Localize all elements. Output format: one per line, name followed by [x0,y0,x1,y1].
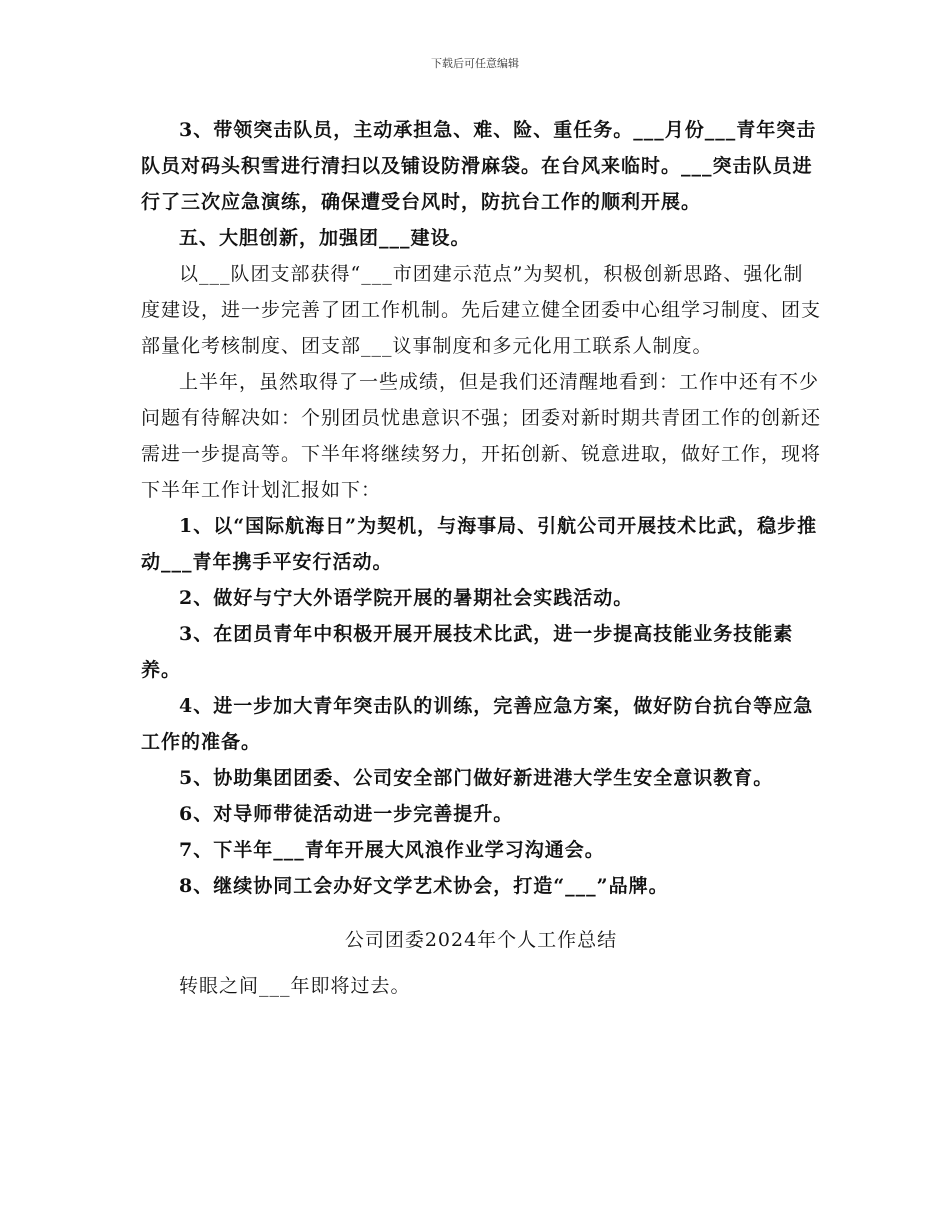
plan-item-8: 8、继续协同工会办好文学艺术协会，打造“___”品牌。 [179,875,669,897]
plan-item-4: 4、进一步加大青年突击队的训练，完善应急方案，做好防台抗台等应急工作的准备。 [141,695,814,753]
plan-item-6: 6、对导师带徒活动进一步完善提升。 [179,803,514,825]
closing-paragraph: 转眼之间___年即将过去。 [179,975,411,997]
plan-item-2: 2、做好与宁大外语学院开展的暑期社会实践活动。 [179,587,634,609]
plan-item-5: 5、协助集团团委、公司安全部门做好新进港大学生安全意识教育。 [179,767,774,789]
plan-item-1: 1、以“国际航海日”为契机，与海事局、引航公司开展技术比武，稳步推动___青年携手平安行活动。 [141,515,818,573]
page-header: 下载后可任意编辑 [431,57,519,70]
plan-item-7: 7、下半年___青年开展大风浪作业学习沟通会。 [179,839,605,861]
section-title: 公司团委2024年个人工作总结 [344,929,618,951]
paragraph-innovation: 以___队团支部获得“___市团建示范点”为契机，积极创新思路、强化制度建设，进一步完善了团工作机制。先后建立健全团委中心组学习制度、团支部量化考核制度、团支部___议事制度和多元化用工联系人制度。 [141,263,822,357]
paragraph-task-3: 3、带领突击队员，主动承担急、难、险、重任务。___月份___青年突击队员对码头积雪进行清扫以及铺设防滑麻袋。在台风来临时。___突击队员进行了三次应急演练，确保遭受台风时，防抗台工作的顺利开展。 [141,119,817,213]
paragraph-summary: 上半年，虽然取得了一些成绩，但是我们还清醒地看到：工作中还有不少问题有待解决如：个别团员忧患意识不强；团委对新时期共青团工作的创新还需进一步提高等。下半年将继续努力，开拓创新、锐意进取，做好工作，现将下半年工作计划汇报如下： [141,371,822,501]
plan-item-3: 3、在团员青年中积极开展开展技术比武，进一步提高技能业务技能素养。 [141,623,794,681]
document-body [141,112,821,1004]
section-heading-5: 五、大胆创新，加强团___建设。 [179,227,471,249]
